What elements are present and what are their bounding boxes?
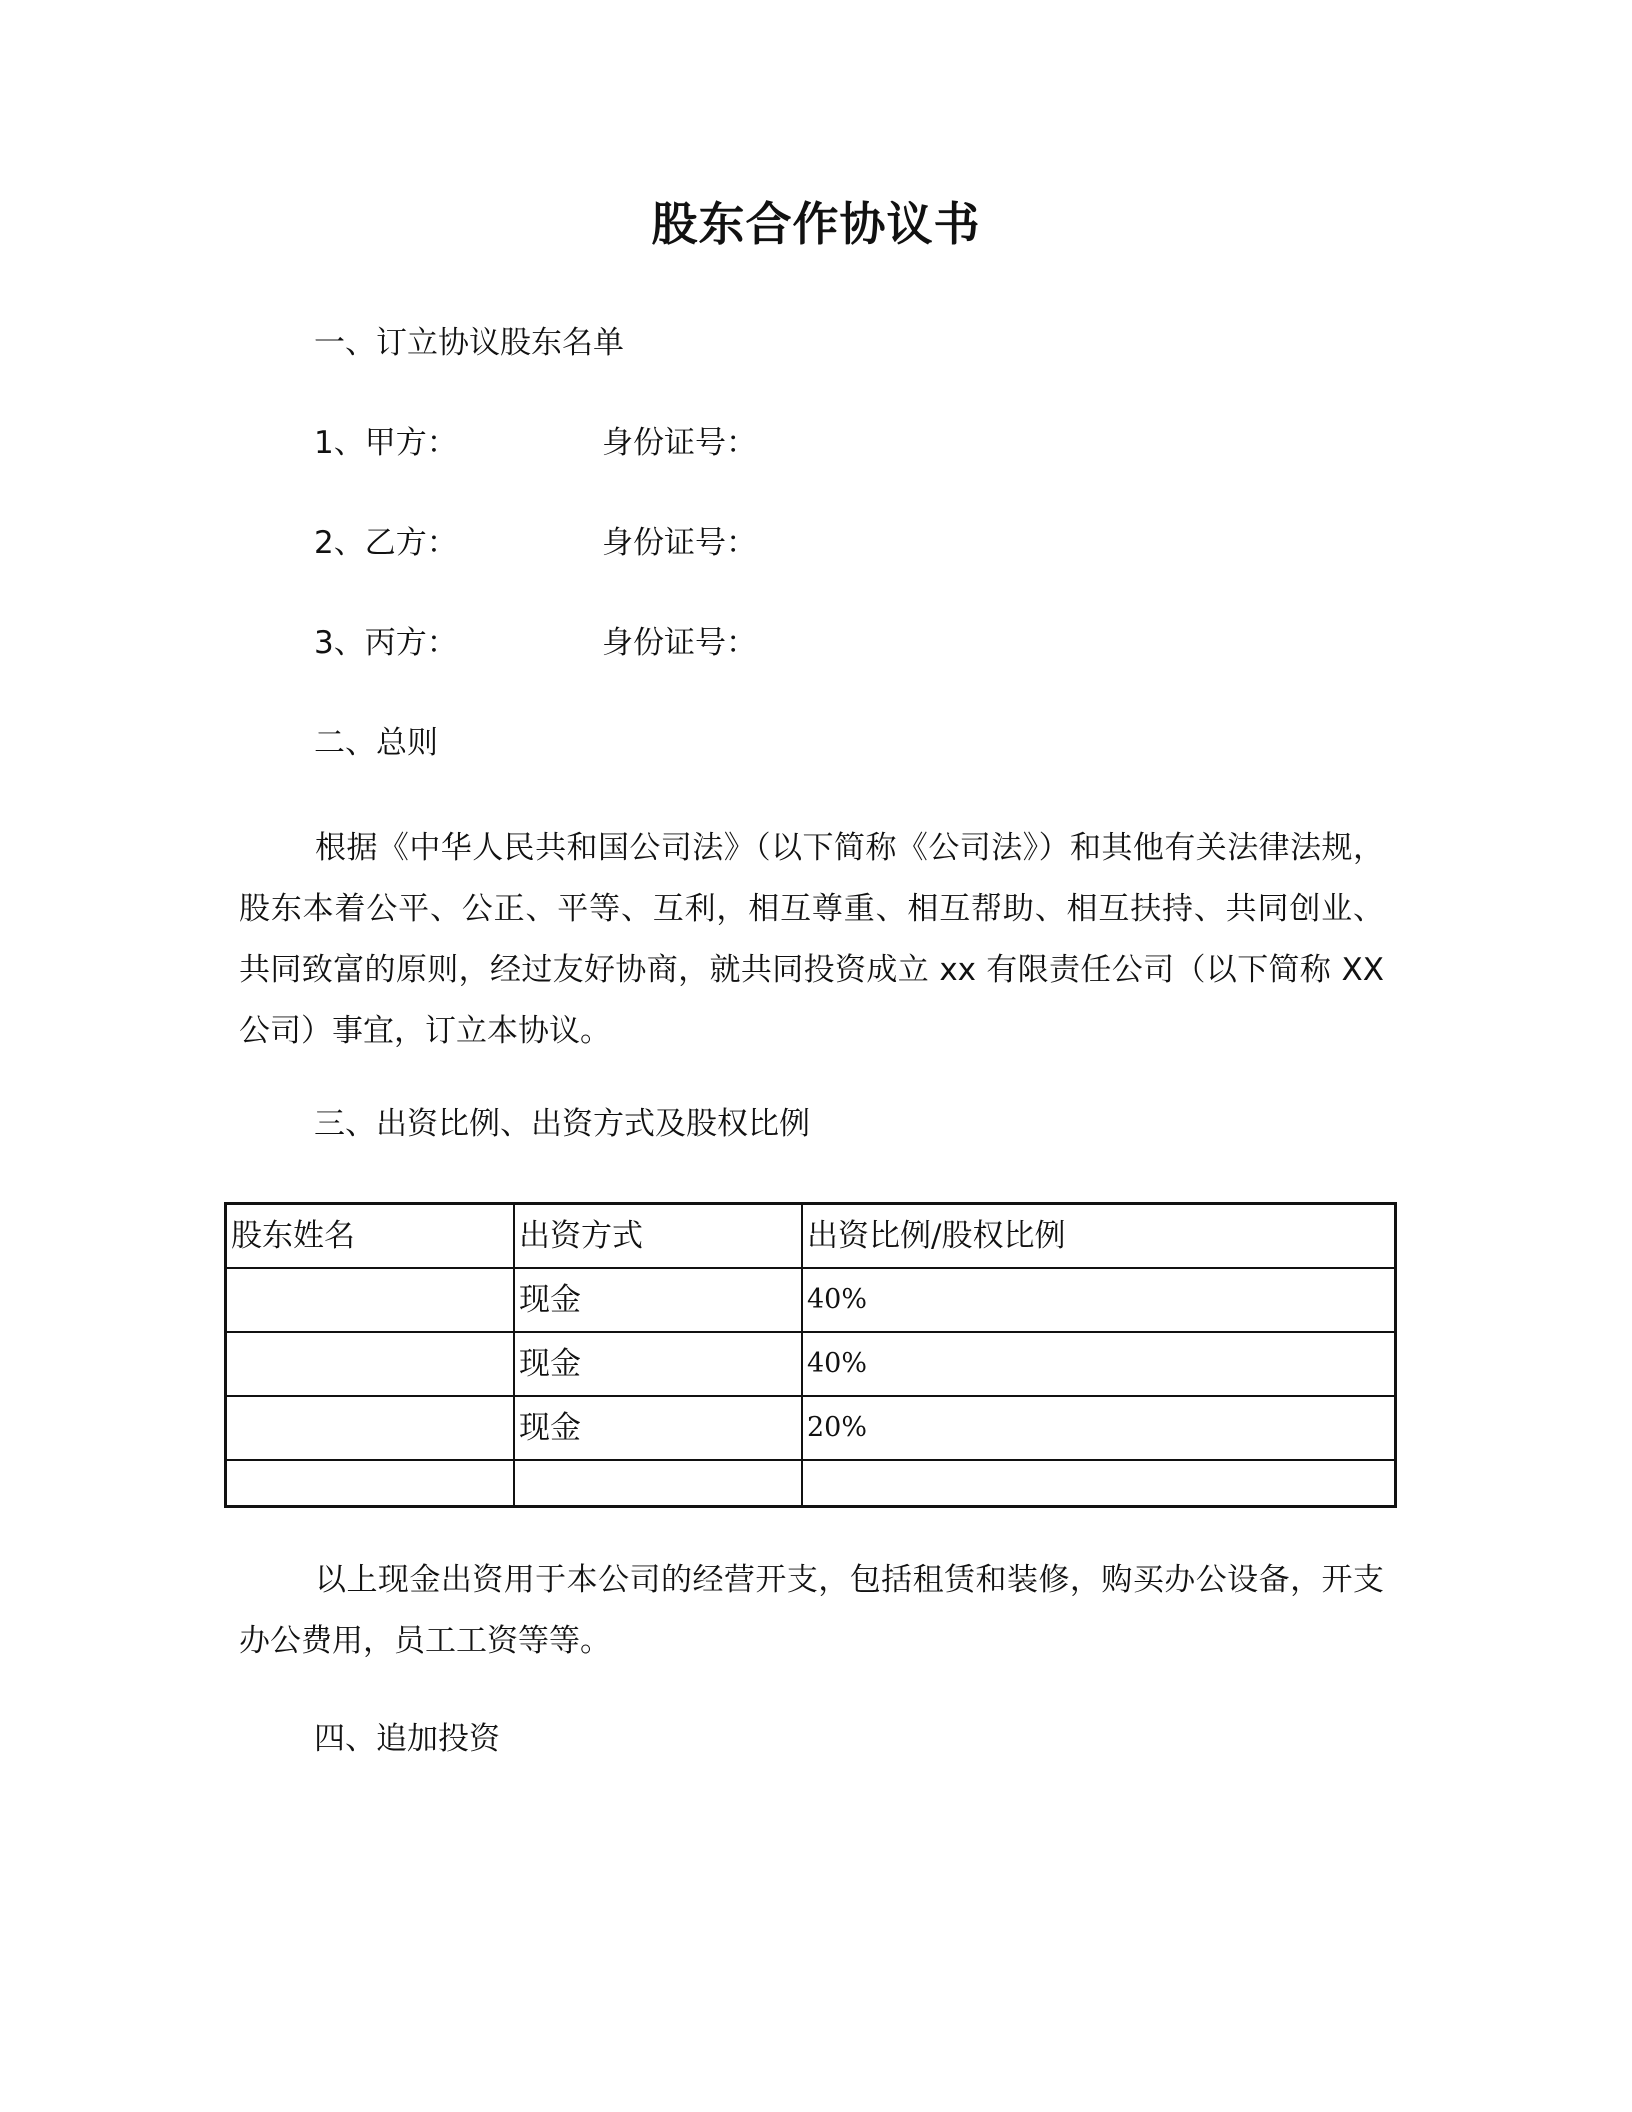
section-3-heading: 三、出资比例、出资方式及股权比例 [314,1106,810,1142]
table-header-cell: 出资方式 [514,1204,802,1269]
contribution-ratio-cell: 40% [802,1332,1396,1396]
party-id-label: 身份证号： [602,425,757,461]
table-row [226,1332,1396,1396]
shareholder-name-cell [226,1332,515,1396]
table-header-cell: 股东姓名 [226,1204,515,1269]
contribution-ratio-cell [802,1460,1396,1507]
shareholder-name-cell [226,1268,515,1332]
party-label: 3、丙方： [314,625,458,661]
table-header-cell: 出资比例/股权比例 [802,1204,1396,1269]
party-id-label: 身份证号： [602,625,757,661]
section-2-heading: 二、总则 [314,725,438,761]
contribution-method-cell [514,1460,802,1507]
table-row [226,1268,1396,1332]
contribution-ratio-cell: 20% [802,1396,1396,1460]
table-row [226,1396,1396,1460]
contribution-method-cell: 现金 [514,1332,802,1396]
party-label: 2、乙方： [314,525,458,561]
section-1-heading: 一、订立协议股东名单 [314,325,624,361]
section-2-paragraph: 根据《中华人民共和国公司法》（以下简称《公司法》）和其他有关法律法规，股东本着公平、公正、平等、互利，相互尊重、相互帮助、相互扶持、共同创业、共同致富的原则，经过友好协商，就共同投资成立 xx 有限责任公司（以下简称 XX 公司）事宜，订立本协议。 [239,830,1384,1049]
shareholder-name-cell [226,1460,515,1507]
contribution-ratio-cell: 40% [802,1268,1396,1332]
party-id-label: 身份证号： [602,525,757,561]
section-4-heading: 四、追加投资 [314,1721,500,1757]
table-row [226,1460,1396,1507]
capital-contribution-table [224,1202,1397,1508]
shareholder-name-cell [226,1396,515,1460]
contribution-method-cell: 现金 [514,1396,802,1460]
contribution-method-cell: 现金 [514,1268,802,1332]
party-label: 1、甲方： [314,425,458,461]
table-header-row [226,1204,1396,1269]
section-3-paragraph: 以上现金出资用于本公司的经营开支，包括租赁和装修，购买办公设备，开支办公费用，员工工资等等。 [239,1562,1384,1659]
document-title: 股东合作协议书 [651,197,981,251]
